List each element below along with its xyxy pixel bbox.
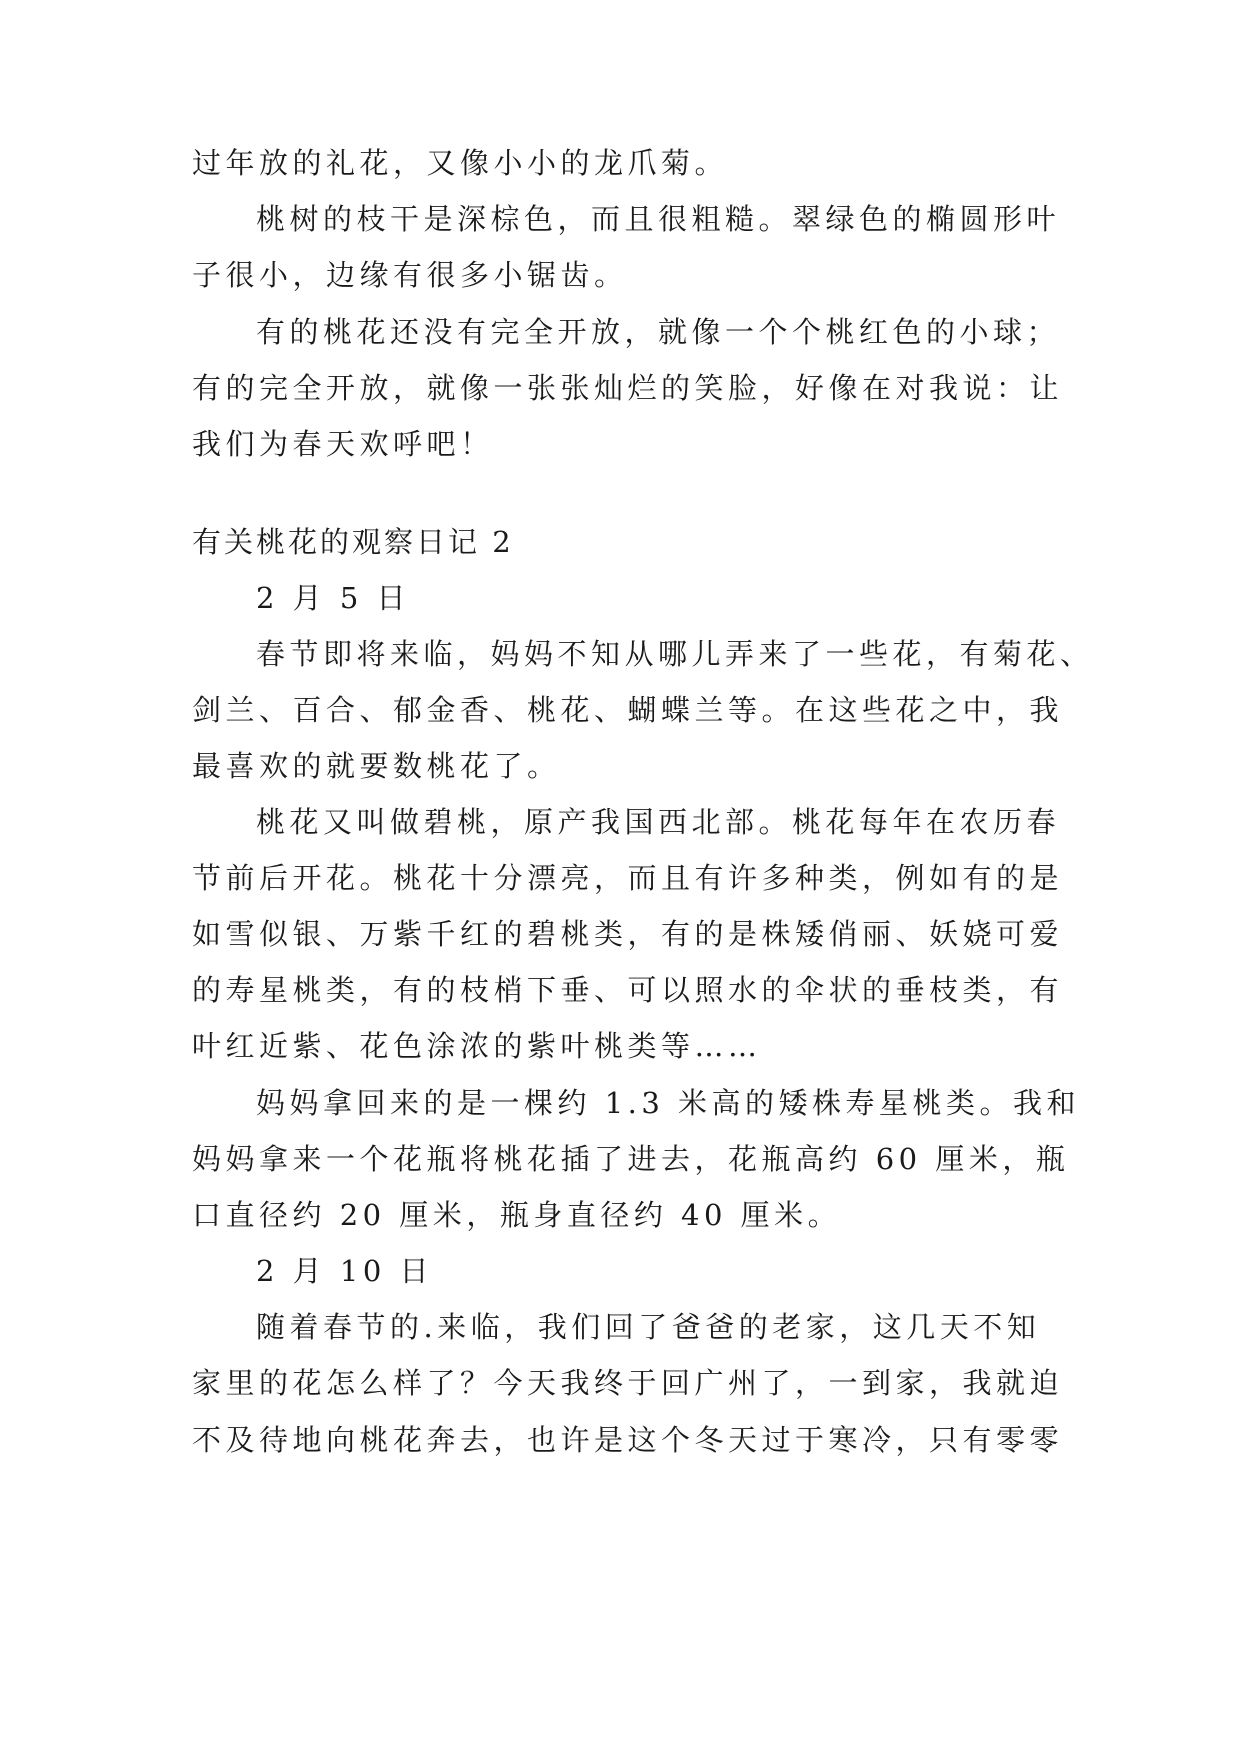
paragraph-line: 口直径约 20 厘米，瓶身直径约 40 厘米。 [192,1198,842,1232]
section-heading: 有关桃花的观察日记 2 [192,525,514,559]
paragraph-line: 有的完全开放，就像一张张灿烂的笑脸，好像在对我说：让 [192,371,1064,405]
paragraph-line: 子很小，边缘有很多小锯齿。 [192,258,628,292]
paragraph-line: 节前后开花。桃花十分漂亮，而且有许多种类，例如有的是 [192,861,1064,895]
paragraph-line: 剑兰、百合、郁金香、桃花、蝴蝶兰等。在这些花之中，我 [192,693,1064,727]
paragraph-line: 家里的花怎么样了？今天我终于回广州了，一到家，我就迫 [192,1366,1064,1400]
paragraph-line: 不及待地向桃花奔去，也许是这个冬天过于寒冷，只有零零 [192,1423,1064,1457]
paragraph-line: 春节即将来临，妈妈不知从哪儿弄来了一些花，有菊花、 [256,637,1094,671]
paragraph-line: 叶红近紫、花色涂浓的紫叶桃类等…… [192,1029,762,1063]
paragraph-line: 有的桃花还没有完全开放，就像一个个桃红色的小球； [256,315,1061,349]
paragraph-line: 的寿星桃类，有的枝梢下垂、可以照水的伞状的垂枝类，有 [192,973,1064,1007]
paragraph-line: 妈妈拿回来的是一棵约 1.3 米高的矮株寿星桃类。我和 [256,1086,1081,1120]
paragraph-line: 最喜欢的就要数桃花了。 [192,749,561,783]
paragraph-line: 桃花又叫做碧桃，原产我国西北部。桃花每年在农历春 [256,805,1061,839]
paragraph-line: 桃树的枝干是深棕色，而且很粗糙。翠绿色的椭圆形叶 [256,202,1061,236]
date-line: 2 月 5 日 [256,581,411,615]
paragraph-line: 我们为春天欢呼吧！ [192,427,494,461]
paragraph-line: 随着春节的.来临，我们回了爸爸的老家，这几天不知 [256,1310,1041,1344]
paragraph-line: 过年放的礼花，又像小小的龙爪菊。 [192,146,729,180]
date-line: 2 月 10 日 [256,1254,434,1288]
paragraph-line: 妈妈拿来一个花瓶将桃花插了进去，花瓶高约 60 厘米，瓶 [192,1142,1070,1176]
paragraph-line: 如雪似银、万紫千红的碧桃类，有的是株矮俏丽、妖娆可爱 [192,917,1064,951]
